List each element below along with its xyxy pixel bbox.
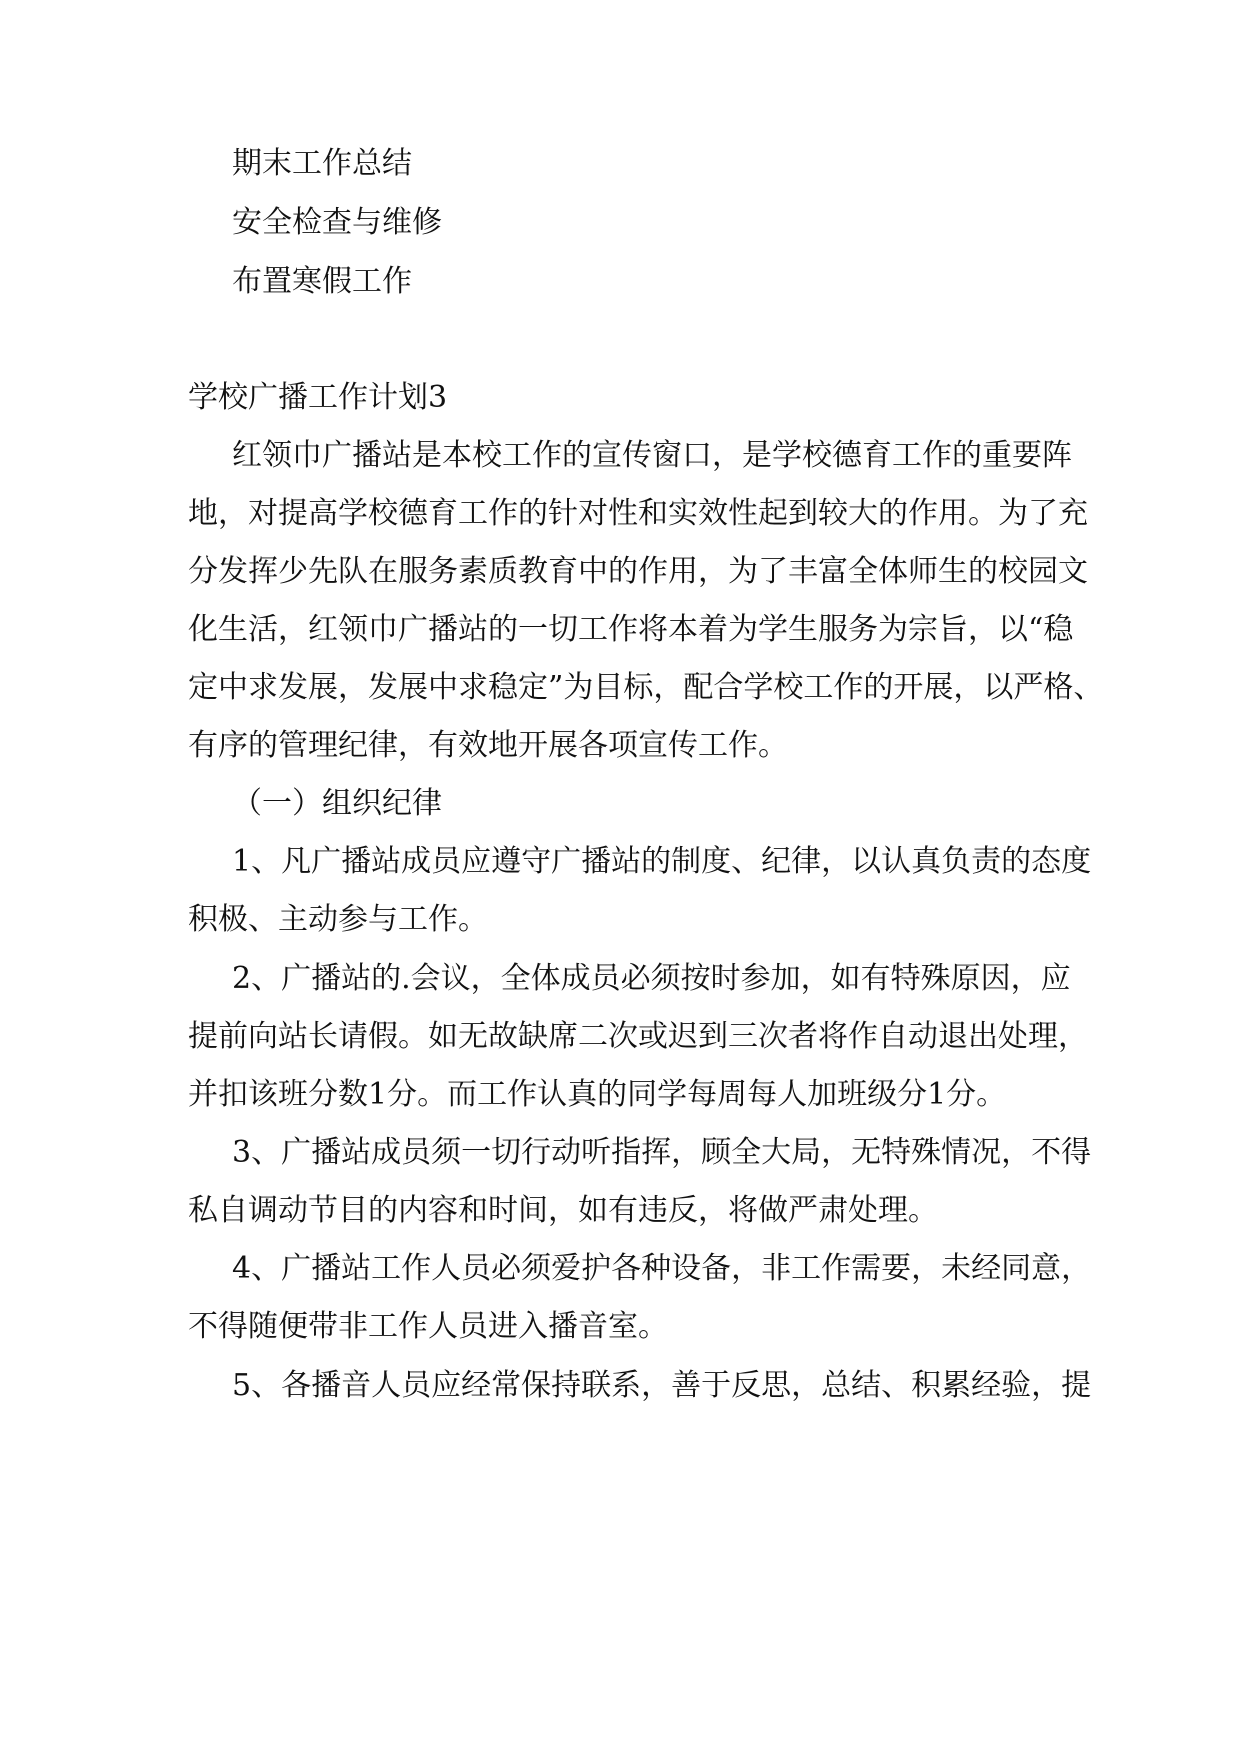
rule-line: 积极、主动参与工作。	[188, 902, 488, 937]
subsection-title: （一）组织纪律	[232, 786, 442, 821]
list-item-safety: 安全检查与维修	[232, 205, 442, 240]
section-title: 学校广播工作计划3	[188, 380, 448, 415]
paragraph-line: 分发挥少先队在服务素质教育中的作用，为了丰富全体师生的校园文	[188, 554, 1088, 589]
list-item-summary: 期末工作总结	[232, 146, 412, 181]
paragraph-line: 化生活，红领巾广播站的一切工作将本着为学生服务为宗旨，以“稳	[188, 612, 1074, 647]
paragraph-line: 有序的管理纪律，有效地开展各项宣传工作。	[188, 728, 788, 763]
rule-line: 3、广播站成员须一切行动听指挥，顾全大局，无特殊情况，不得	[232, 1135, 1092, 1170]
rule-line: 2、广播站的.会议，全体成员必须按时参加，如有特殊原因，应	[232, 961, 1071, 996]
rule-line: 5、各播音人员应经常保持联系，善于反思，总结、积累经验，提	[232, 1368, 1092, 1403]
rule-line: 不得随便带非工作人员进入播音室。	[188, 1309, 668, 1344]
rule-line: 并扣该班分数1分。而工作认真的同学每周每人加班级分1分。	[188, 1077, 1007, 1112]
rule-line: 1、凡广播站成员应遵守广播站的制度、纪律，以认真负责的态度	[232, 844, 1092, 879]
rule-line: 提前向站长请假。如无故缺席二次或迟到三次者将作自动退出处理，	[188, 1019, 1088, 1054]
rule-line: 私自调动节目的内容和时间，如有违反，将做严肃处理。	[188, 1193, 938, 1228]
list-item-winter-break: 布置寒假工作	[232, 264, 412, 299]
paragraph-line: 红领巾广播站是本校工作的宣传窗口，是学校德育工作的重要阵	[232, 438, 1072, 473]
paragraph-line: 地，对提高学校德育工作的针对性和实效性起到较大的作用。为了充	[188, 496, 1088, 531]
paragraph-line: 定中求发展，发展中求稳定”为目标，配合学校工作的开展，以严格、	[188, 670, 1104, 705]
rule-line: 4、广播站工作人员必须爱护各种设备，非工作需要，未经同意，	[232, 1251, 1092, 1286]
